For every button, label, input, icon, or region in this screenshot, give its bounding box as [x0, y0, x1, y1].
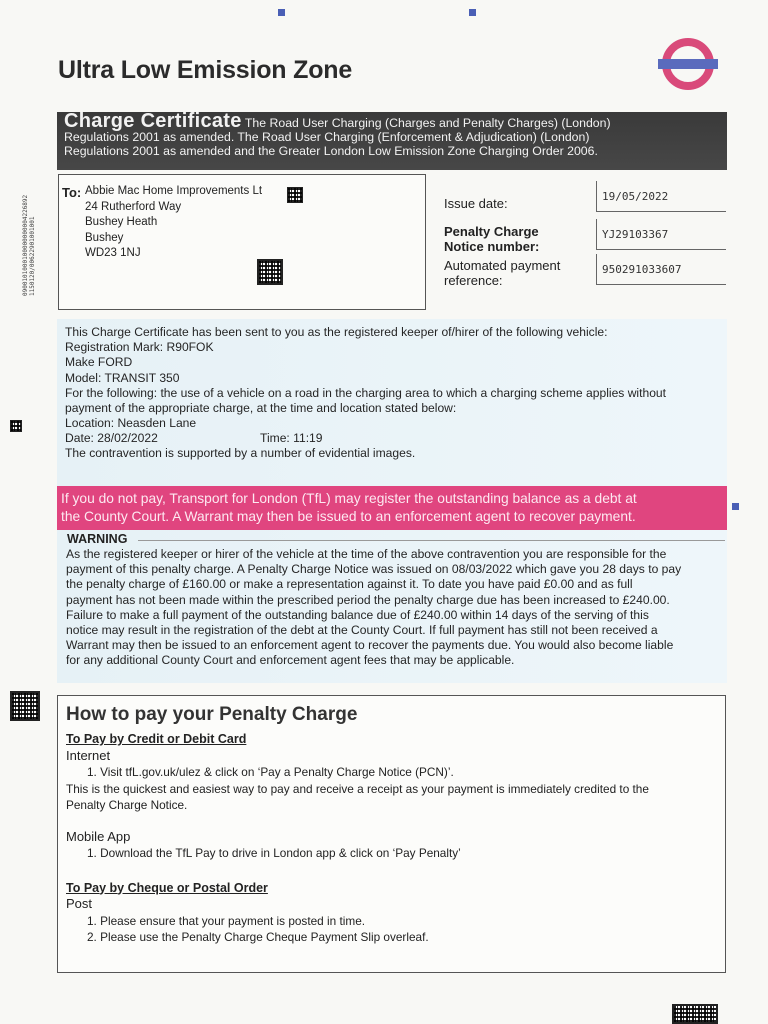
address-line: WD23 1NJ: [85, 247, 141, 259]
vehicle-model: Model: TRANSIT 350: [65, 370, 180, 385]
contravention-text: For the following: the use of a vehicle on a road in the charging area to which a charging scheme applies without: [65, 385, 667, 400]
payment-reference-value: 950291033607: [596, 254, 726, 285]
registration-mark: [278, 9, 285, 16]
pcn-label: Penalty Charge Notice number:: [444, 224, 540, 254]
date-time-row: [65, 431, 725, 446]
address-line: Bushey Heath: [85, 216, 158, 228]
mobile-app-step: 1. Download the TfL Pay to drive in London app & click on ‘Pay Penalty’: [87, 846, 461, 860]
contravention-location: Location: Neasden Lane: [65, 416, 197, 431]
address-line: Abbie Mac Home Improvements Lt: [85, 185, 263, 197]
internet-note: This is the quickest and easiest way to pay and receive a receipt as your payment is immediately credited to the: [66, 781, 649, 796]
post-label: Post: [66, 896, 93, 911]
page-title: Ultra Low Emission Zone: [58, 56, 353, 84]
vehicle-intro: This Charge Certificate has been sent to you as the registered keeper of/hirer of the following vehicle:: [65, 325, 608, 339]
mobile-app-label: Mobile App: [66, 828, 131, 844]
internet-label: Internet: [66, 747, 111, 763]
small-qr-code: [10, 420, 22, 432]
debt-alert-banner: If you do not pay, Transport for London (TfL) may register the outstanding balance as a debt at the County Court. A Warrant may then be issued to an enforcement agent to recover payment.: [57, 486, 727, 530]
legal-line: Regulations 2001 as amended and the Greater London Low Emission Zone Charging Order 2006.: [64, 144, 598, 159]
recipient-address: [85, 184, 262, 262]
registration-mark: [732, 503, 739, 510]
post-step: 2. Please use the Penalty Charge Cheque Payment Slip overleaf.: [87, 930, 429, 944]
contravention-text: payment of the appropriate charge, at the time and location stated below:: [65, 401, 457, 416]
payment-title: How to pay your Penalty Charge: [66, 704, 358, 725]
internet-step: 1. Visit tfL.gov.uk/ulez & click on ‘Pay a Penalty Charge Notice (PCN)’.: [87, 765, 454, 779]
legal-line: The Road User Charging (Charges and Penalty Charges) (London): [244, 116, 611, 130]
registration-mark-text: Registration Mark: R90FOK: [65, 340, 214, 355]
payment-methods: [66, 731, 716, 946]
legal-line: Regulations 2001 as amended. The Road User Charging (Enforcement & Adjudication) (London): [64, 130, 590, 145]
vehicle-details: [65, 325, 725, 462]
datamatrix-code: [10, 691, 40, 721]
recipient-address-box: [58, 174, 426, 310]
internet-note: Penalty Charge Notice.: [66, 798, 188, 812]
registration-mark: [469, 9, 476, 16]
payment-instructions-box: [57, 695, 726, 973]
divider: [138, 540, 725, 541]
post-step: 1. Please ensure that your payment is posted in time.: [87, 913, 366, 928]
contravention-date: Date: 28/02/2022: [65, 431, 158, 446]
address-line: 24 Rutherford Way: [85, 200, 182, 213]
footer-barcode: [672, 1004, 718, 1024]
payment-reference-label: Automated payment reference:: [444, 258, 561, 288]
side-barcode-text: 0900101000100000000004226892 1150120/00622901001001: [22, 194, 36, 296]
card-payment-heading: To Pay by Credit or Debit Card: [66, 732, 247, 746]
evidence-note: The contravention is supported by a number of evidential images.: [65, 446, 416, 461]
warning-heading: WARNING: [67, 532, 128, 546]
issue-date-value: 19/05/2022: [596, 181, 726, 212]
contravention-time: Time: 11:19: [260, 431, 323, 446]
address-qr-code: [287, 187, 303, 203]
warning-text: As the registered keeper or hirer of the vehicle at the time of the above contravention you are responsible for the payment of this penalty charge. A Penalty Charge Notice was issued on 08/03/2022 which gave you 28 days to pay the penalty charge of £160.00 or make a representation against it. To date you have paid £0.00 and as full payment has not been made within the prescribed period the penalty charge due has been increased to £240.00. Failure to make a full payment of the outstanding balance due of £240.00 within 14 days of the serving of this notice may result in the registration of the debt at the County Court. If full payment has still not been received a Warrant may then be issued to an enforcement agent to recover the payments due. You would also become liable for any additional County Court and enforcement agent fees that may be applicable.: [66, 547, 682, 668]
cheque-payment-heading: To Pay by Cheque or Postal Order: [66, 880, 268, 895]
tfl-roundel-logo: [656, 35, 720, 93]
address-line: Bushey: [85, 231, 124, 244]
address-datamatrix: [257, 259, 283, 285]
issue-date-label: Issue date:: [444, 196, 508, 211]
pcn-number-value: YJ29103367: [596, 219, 726, 250]
certificate-heading: Charge Certificate: [64, 110, 242, 132]
vehicle-make: Make FORD: [65, 355, 133, 370]
certificate-header: [57, 112, 727, 170]
to-label: To:: [62, 185, 82, 200]
